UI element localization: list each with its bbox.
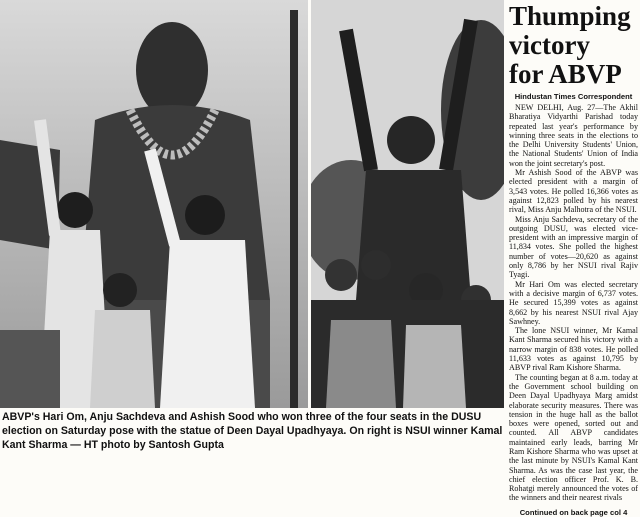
photo-caption: ABVP's Hari Om, Anju Sachdeva and Ashish Sood who won three of the four seats in the DUSU election on Saturday pose with the statue of Deen Dayal Upadhyaya. On right is NSUI winner Kamal Kant Sharma — HT photo by Santosh Gupta bbox=[2, 411, 503, 451]
headline-line: victory bbox=[509, 30, 590, 60]
article-paragraph: NEW DELHI, Aug. 27—The Akhil Bharatiya Vidyarthi Parishad today repeated last year's performance by winning three seats in the elections to the Delhi University Students' Union, the National Students' Union of India won the joint secretary's post. bbox=[509, 103, 638, 168]
statue-photo-image bbox=[0, 0, 308, 408]
article-paragraph: Mr Ashish Sood of the ABVP was elected president with a margin of 3,543 votes. He polled 16,366 votes as against 12,823 polled by his nearest rival, Miss Anju Malhotra of the NSUI. bbox=[509, 168, 638, 215]
continued-note: Continued on back page col 4 bbox=[519, 507, 628, 517]
headline bbox=[509, 2, 638, 89]
byline: Hindustan Times Correspondent bbox=[514, 92, 633, 101]
article-paragraph: The lone NSUI winner, Mr Kamal Kant Sharma secured his victory with a narrow margin of 838 votes. He polled 11,633 votes as against 10,795 by ABVP rival Ram Kishore Sharma. bbox=[509, 326, 638, 373]
news-article bbox=[509, 1, 638, 517]
crowd-photo-image bbox=[311, 0, 504, 408]
headline-line: Thumping bbox=[509, 1, 631, 31]
article-paragraph: Miss Anju Sachdeva, secretary of the outgoing DUSU, was elected vice-president with an impressive margin of 11,834 votes. She polled the highest number of votes—20,620 as against only 8,786 by her NSUI rival Rajiv Tyagi. bbox=[509, 214, 638, 280]
article-paragraph: The counting began at 8 a.m. today at the Government school building on Deen Dayal Upadhyaya Marg amidst elaborate security measures. There was tension in the huge hall as the ballot boxes were opened, sorted out and counted. All ABVP candidates maintained early leads, barring Mr Ram Kishore Sharma who was upset at the last minute by NSUI's Kamal Kant Sharma. As was the case last year, the chief election officer Prof. K. B. Rohatgi merely announced the votes of the winners and their nearest rivals bbox=[509, 372, 638, 503]
winner-crowd-photo bbox=[311, 0, 504, 408]
statue-group-photo bbox=[0, 0, 308, 408]
article-paragraph: Mr Hari Om was elected secretary with a decisive margin of 6,737 votes. He secured 15,399 votes as against 8,662 by his nearest NSUI rival Ajay Sawhney. bbox=[509, 279, 638, 326]
headline-line: for ABVP bbox=[509, 59, 622, 89]
